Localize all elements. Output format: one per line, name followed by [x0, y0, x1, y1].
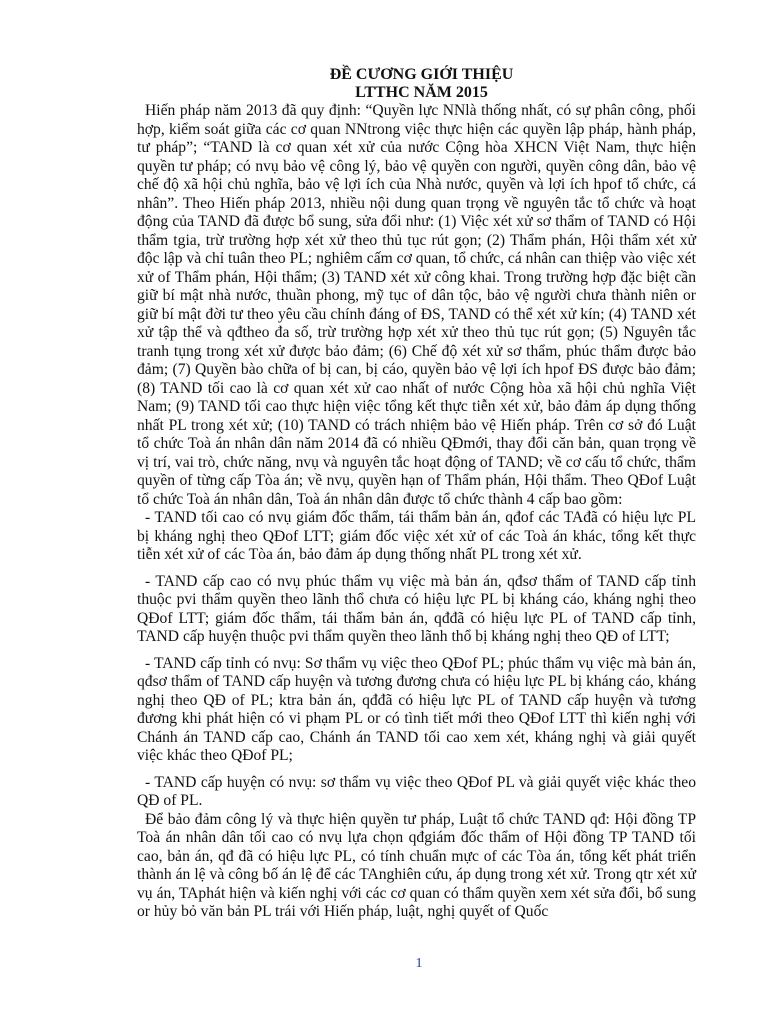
paragraph-supreme-court: - TAND tối cao có nvụ giám đốc thẩm, tái thẩm bản án, qđof các TAđã có hiệu lực PL bị kháng nghị theo QĐof LTT; giám đốc việc xét xử of các Toà án khác, tổng kết thực tiễn xét xử of các Tòa án, bảo đảm áp dụng thống nhất PL trong xét xử. — [137, 509, 696, 563]
document-title-line-2: LTTHC NĂM 2015 — [355, 84, 488, 101]
paragraph-high-court: - TAND cấp cao có nvụ phúc thẩm vụ việc mà bản án, qđsơ thẩm of TAND cấp tỉnh thuộc pvi thẩm quyền theo lãnh thổ chưa có hiệu lực PL bị kháng cáo, kháng nghị theo QĐof LTT; giám đốc thẩm, tái thẩm bản án, qđđã có hiệu lực PL of TAND cấp tỉnh, TAND cấp huyện thuộc pvi thẩm quyền theo lãnh thổ bị kháng nghị theo QĐ of LTT; — [137, 572, 696, 645]
paragraph-district-court: - TAND cấp huyện có nvụ: sơ thẩm vụ việc theo QĐof PL và giải quyết việc khác theo QĐ of PL. — [137, 773, 696, 809]
paragraph-intro: Hiến pháp năm 2013 đã quy định: “Quyền lực NNlà thống nhất, có sự phân công, phối hợp, kiểm soát giữa các cơ quan NNtrong việc thực hiện các quyền lập pháp, hành pháp, tư pháp”; “TAND là cơ quan xét xử của nước Cộng hòa XHCN Việt Nam, thực hiện quyền tư pháp; có nvụ bảo vệ công lý, bảo vệ quyền con người, quyền công dân, bảo vệ chế độ xã hội chủ nghĩa, bảo vệ lợi ích của Nhà nước, quyền và lợi ích hpof tổ chức, cá nhân”. Theo Hiến pháp 2013, nhiều nội dung quan trọng về nguyên tắc tổ chức và hoạt động của TAND đã được bổ sung, sửa đổi như: (1) Việc xét xử sơ thẩm of TAND có Hội thẩm tgia, trừ trường hợp xét xử theo thủ tục rút gọn; (2) Thẩm phán, Hội thẩm xét xử độc lập và chỉ tuân theo PL; nghiêm cấm cơ quan, tổ chức, cá nhân can thiệp vào việc xét xử of Thẩm phán, Hội thẩm; (3) TAND xét xử công khai. Trong trường hợp đặc biệt cần giữ bí mật nhà nước, thuần phong, mỹ tục of dân tộc, bảo vệ người chưa thành niên or giữ bí mật đời tư theo yêu cầu chính đáng of ĐS, TAND có thể xét xử kín; (4) TAND xét xử tập thể và qđtheo đa số, trừ trường hợp xét xử theo thủ tục rút gọn; (5) Nguyên tắc tranh tụng trong xét xử được bảo đảm; (6) Chế độ xét xử sơ thẩm, phúc thẩm được bảo đảm; (7) Quyền bào chữa of bị can, bị cáo, quyền bảo vệ lợi ích hpof ĐS được bảo đảm; (8) TAND tối cao là cơ quan xét xử cao nhất of nước Cộng hòa xã hội chủ nghĩa Việt Nam; (9) TAND tối cao thực hiện việc tổng kết thực tiễn xét xử, bảo đảm áp dụng thống nhất PL trong xét xử; (10) TAND có trách nhiệm bảo vệ Hiến pháp. Trên cơ sở đó Luật tổ chức Toà án nhân dân năm 2014 đã có nhiều QĐmới, thay đổi căn bản, quan trọng về vị trí, vai trò, chức năng, nvụ và nguyên tắc hoạt động of TAND; về cơ cấu tổ chức, thẩm quyền of từng cấp Tòa án; về nvụ, quyền hạn of Thẩm phán, Hội thẩm. Theo QĐof Luật tổ chức Toà án nhân dân, Toà án nhân dân được tổ chức thành 4 cấp bao gồm: — [137, 102, 696, 508]
paragraph-justice: Để bảo đảm công lý và thực hiện quyền tư pháp, Luật tổ chức TAND qđ: Hội đồng TP Toà án nhân dân tối cao có nvụ lựa chọn qđgiám đốc thẩm of Hội đồng TP TAND tối cao, bản án, qđ đã có hiệu lực PL, có tính chuẩn mực of các Tòa án, tổng kết phát triển thành án lệ và công bố án lệ để các TAnghiên cứu, áp dụng trong xét xử. Trong qtr xét xử vụ án, TAphát hiện và kiến nghị với các cơ quan có thẩm quyền xem xét sửa đổi, bổ sung or hủy bỏ văn bản PL trái với Hiến pháp, luật, nghị quyết of Quốc — [137, 810, 696, 920]
page-number: 1 — [415, 956, 423, 971]
paragraph-provincial-court: - TAND cấp tỉnh có nvụ: Sơ thẩm vụ việc theo QĐof PL; phúc thẩm vụ việc mà bản án, qđsơ thẩm of TAND cấp huyện và tương đương chưa có hiệu lực PL bị kháng cáo, kháng nghị theo QĐ of PL; ktra bản án, qđđã có hiệu lực PL of TAND cấp huyện và tương đương khi phát hiện có vi phạm PL or có tình tiết mới theo QĐof LTT thì kiến nghị với Chánh án TAND cấp cao, Chánh án TAND tối cao xem xét, kháng nghị và giải quyết việc khác theo QĐof PL; — [137, 654, 696, 764]
document-title-line-1: ĐỀ CƯƠNG GIỚI THIỆU — [329, 66, 514, 83]
